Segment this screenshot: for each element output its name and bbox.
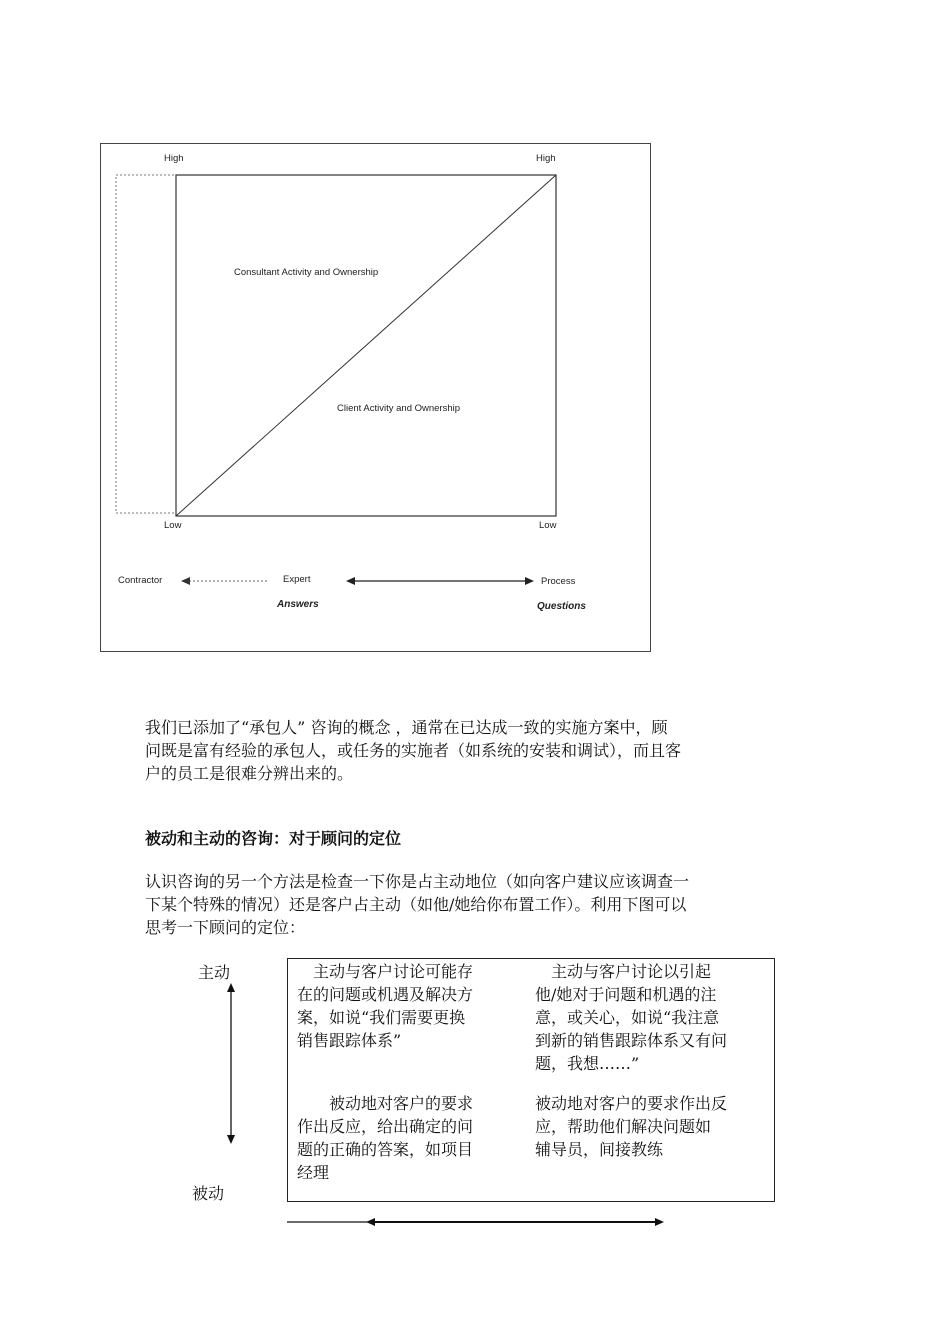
cell-line: 主动与客户讨论以引起 [535,962,712,981]
process-label: Process [541,576,576,587]
cell-line: 题，我想……” [535,1054,640,1073]
cell-line: 主动与客户讨论可能存 [297,962,474,981]
cell-line: 他/她对于问题和机遇的注 [535,985,717,1004]
cell-line: 到新的销售跟踪体系又有问 [535,1031,728,1050]
paragraph-line: 我们已添加了“承包人” 咨询的概念 ，通常在已达成一致的实施方案中，顾 [145,718,668,737]
questions-label: Questions [537,601,586,612]
contractor-arrowhead [181,577,190,585]
low-label-left: Low [164,520,182,531]
cell-line: 经理 [297,1163,330,1182]
passive-answer-cell [297,1092,522,1184]
client-region-label: Client Activity and Ownership [337,403,461,414]
answers-label: Answers [277,599,319,610]
low-label-right: Low [539,520,557,531]
positioning-paragraph [145,870,807,939]
contractor-label: Contractor [118,575,163,586]
cell-line: 应，帮助他们解决问题如 [535,1117,712,1136]
high-label-left: High [164,153,184,164]
horizontal-arrowhead-left [366,1218,375,1226]
contractor-concept-paragraph [145,716,807,785]
ownership-diagonal [176,175,556,516]
cell-line: 被动地对客户的要求 [313,1094,474,1113]
vertical-arrowhead-down [227,1135,235,1144]
paragraph-line: 思考一下顾问的定位： [145,918,306,937]
high-label-right: High [536,153,556,164]
passive-axis-label: 被动 [192,1184,225,1203]
process-arrowhead [525,577,534,585]
consultant-region-label: Consultant Activity and Ownership [234,267,379,278]
cell-line: 作出反应，给出确定的问 [297,1117,474,1136]
active-axis-label: 主动 [198,963,231,982]
active-passive-matrix [287,958,775,1202]
cell-line: 辅导员，间接教练 [535,1140,664,1159]
consulting-ownership-diagram [100,143,651,652]
active-attention-cell [535,960,770,1075]
paragraph-line: 问既是富有经验的承包人，或任务的实施者（如系统的安装和调试），而且客 [145,741,682,760]
vertical-arrowhead-up [227,983,235,992]
section-heading: 被动和主动的咨询：对于顾问的定位 [145,829,402,848]
paragraph-line: 认识咨询的另一个方法是检查一下你是占主动地位（如向客户建议应该调查一 [145,872,690,891]
active-client-discussion-cell [297,960,522,1052]
cell-line: 被动地对客户的要求作出反 [535,1094,728,1113]
passive-coach-cell [535,1092,770,1161]
paragraph-line: 下某个特殊的情况）还是客户占主动（如他/她给你布置工作）。利用下图可以 [145,895,687,914]
cell-line: 在的问题或机遇及解决方 [297,985,474,1004]
expert-arrowhead [346,577,355,585]
expert-label: Expert [283,574,311,585]
contractor-extension-box [116,175,176,513]
cell-line: 意，或关心，如说“我注意 [535,1008,720,1027]
cell-line: 销售跟踪体系” [297,1031,402,1050]
cell-line: 案，如说“我们需要更换 [297,1008,466,1027]
paragraph-line: 户的员工是很难分辨出来的。 [145,764,354,783]
horizontal-arrowhead-right [655,1218,664,1226]
cell-line: 题的正确的答案，如项目 [297,1140,474,1159]
